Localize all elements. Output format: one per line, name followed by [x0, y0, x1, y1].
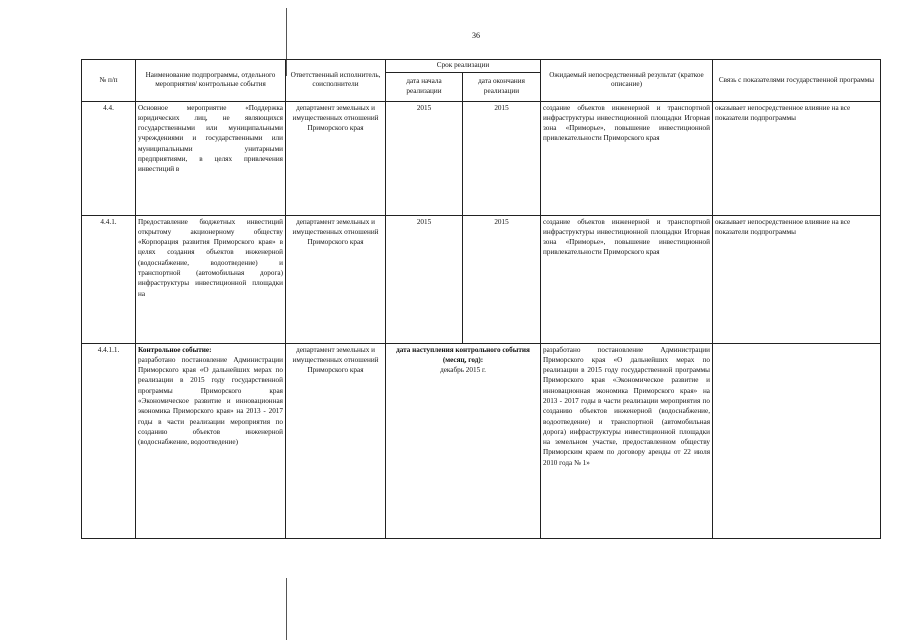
row-num: 4.4.1. — [82, 215, 136, 343]
row-start: 2015 — [386, 215, 463, 343]
header-term: Срок реализации — [386, 60, 541, 73]
margin-line-bottom — [286, 578, 287, 640]
header-link: Связь с показателями государственной программы — [713, 60, 881, 102]
row-responsible: департамент земельных и имущественных отношений Приморского края — [286, 101, 386, 215]
table-row — [82, 215, 881, 343]
row-result: создание объектов инженерной и транспортной инфраструктуры инвестиционной площадки Игорная зона «Приморье», повышение инвестиционной привлекательности Приморского края — [541, 101, 713, 215]
row-link: оказывает непосредственное влияние на все показатели подпрограммы — [713, 215, 881, 343]
row-end: 2015 — [463, 101, 541, 215]
row-result: создание объектов инженерной и транспортной инфраструктуры инвестиционной площадки Игорная зона «Приморье», повышение инвестиционной привлекательности Приморского края — [541, 215, 713, 343]
header-name: Наименование подпрограммы, отдельного мероприятия/ контрольные события — [136, 60, 286, 102]
row-term-value: декабрь 2015 г. — [440, 366, 486, 375]
row-num: 4.4.1.1. — [82, 343, 136, 538]
row-name-title: Контрольное событие: — [138, 345, 212, 354]
row-name-cell — [136, 343, 286, 538]
header-result: Ожидаемый непосредственный результат (краткое описание) — [541, 60, 713, 102]
row-name: разработано постановление Администрации Приморского края «О дальнейших мерах по реализации в 2015 году государственной программы Приморского края «Экономическое развитие и инновационная экономика Приморского края» на 2013 - 2017 годы в части реализации мероприятия по созданию объектов инженерной (водоснабжение, водоотведение) — [138, 355, 283, 447]
header-end: дата окончания реализации — [463, 72, 541, 101]
header-num: № п/п — [82, 60, 136, 102]
program-table — [81, 59, 881, 539]
table-row — [82, 101, 881, 215]
row-name: Основное мероприятие «Поддержка юридических лиц, не являющихся государственными или муниципальными учреждениями и государственными или муниципальными унитарными предприятиями, в целях привлечения инвестиций в — [136, 101, 286, 215]
row-term-cell — [386, 343, 541, 538]
row-term-title: дата наступления контрольного события (месяц, год): — [396, 345, 530, 364]
page-number: 36 — [472, 31, 480, 40]
row-name: Предоставление бюджетных инвестиций открытому акционерному обществу «Корпорация развития Приморского края» в целях создания объектов инженерной (водоснабжение, водоотведение) и транспортной (автомобильная дорога) инфраструктуры инвестиционной площадки на — [136, 215, 286, 343]
header-responsible: Ответственный исполнитель, соисполнители — [286, 60, 386, 102]
row-result: разработано постановление Администрации Приморского края «О дальнейших мерах по реализации в 2015 году государственной программы Приморского края «Экономическое развитие и инновационная экономика Приморского края» на 2013 - 2017 годы в части реализации мероприятия по созданию объектов инженерной (водоснабжение, водоотведение) и транспортной (автомобильная дорога) инфраструктуры инвестиционной площадки на земельном участке, предоставленном обществу Приморским краем по договору аренды от 22 июля 2010 года № 1» — [541, 343, 713, 538]
row-responsible: департамент земельных и имущественных отношений Приморского края — [286, 215, 386, 343]
header-row-1 — [82, 60, 881, 73]
row-link — [713, 343, 881, 538]
row-link: оказывает непосредственное влияние на все показатели подпрограммы — [713, 101, 881, 215]
row-end: 2015 — [463, 215, 541, 343]
row-num: 4.4. — [82, 101, 136, 215]
row-responsible: департамент земельных и имущественных отношений Приморского края — [286, 343, 386, 538]
header-start: дата начала реализации — [386, 72, 463, 101]
table-row — [82, 343, 881, 538]
row-start: 2015 — [386, 101, 463, 215]
